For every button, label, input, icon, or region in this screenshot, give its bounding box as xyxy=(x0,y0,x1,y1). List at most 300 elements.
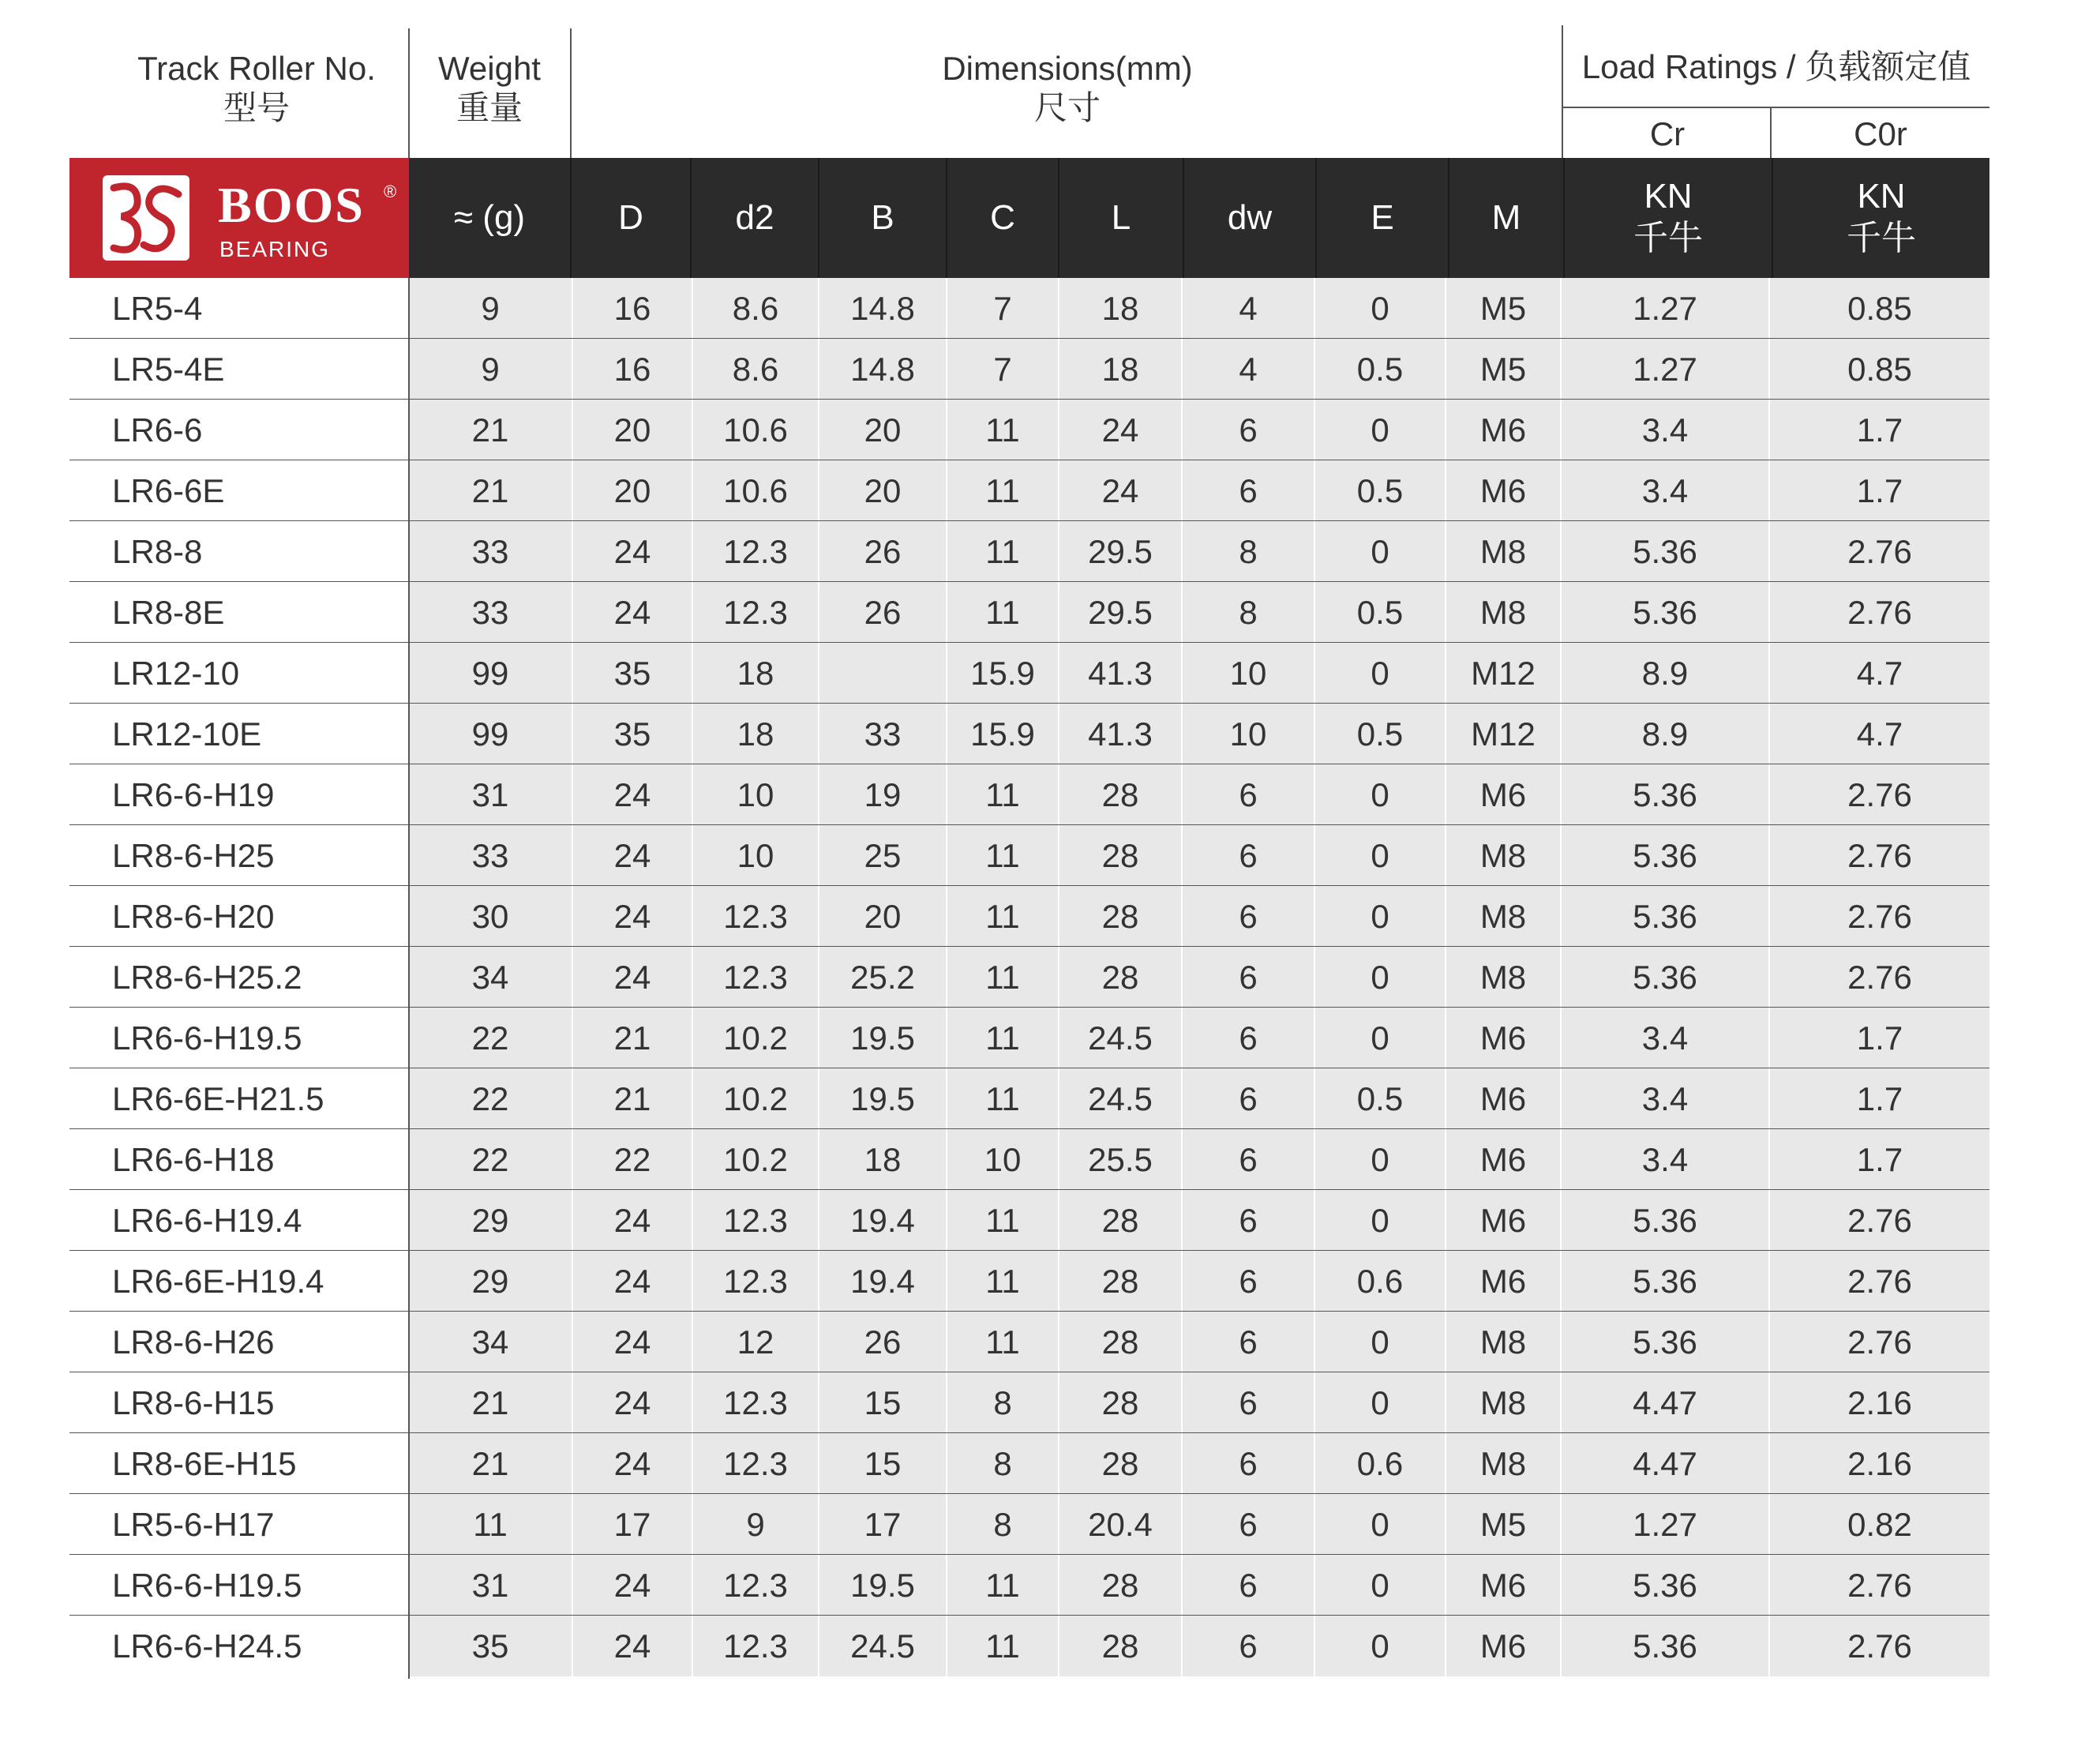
cell-d2: 12.3 xyxy=(692,1372,818,1433)
cell-model: LR6-6E xyxy=(69,460,409,521)
bs-logo-icon xyxy=(103,175,189,261)
cell-d2: 10 xyxy=(692,825,818,886)
cell-model: LR6-6-H19 xyxy=(69,764,409,825)
cell-weight: 22 xyxy=(409,1008,572,1068)
cell-m: M8 xyxy=(1445,582,1560,643)
cell-d2: 12.3 xyxy=(692,582,818,643)
cell-cor: 1.7 xyxy=(1768,1129,1989,1190)
cr-unit xyxy=(1565,158,1772,278)
cell-dw: 4 xyxy=(1181,339,1314,400)
load-ratings-header: Load Ratings / 负载额定值 xyxy=(1581,48,1971,85)
cell-model: LR6-6E-H21.5 xyxy=(69,1068,409,1129)
cell-l: 25.5 xyxy=(1058,1129,1181,1190)
cell-model: LR8-6E-H15 xyxy=(69,1433,409,1494)
cell-cr: 5.36 xyxy=(1560,1251,1768,1312)
cell-c: 10 xyxy=(946,1129,1058,1190)
cell-m: M12 xyxy=(1445,704,1560,764)
cell-weight: 9 xyxy=(409,278,572,339)
cell-cor: 2.16 xyxy=(1768,1372,1989,1433)
cell-d: 24 xyxy=(572,1616,692,1676)
cell-dw: 6 xyxy=(1181,1008,1314,1068)
cell-weight: 21 xyxy=(409,1372,572,1433)
cell-m: M6 xyxy=(1445,1190,1560,1251)
cell-c: 11 xyxy=(946,1616,1058,1676)
cell-dw: 6 xyxy=(1181,1616,1314,1676)
table-row xyxy=(69,1312,1989,1372)
cell-e: 0.5 xyxy=(1314,339,1445,400)
col-l: L xyxy=(1111,197,1131,237)
cell-dw: 8 xyxy=(1181,582,1314,643)
cell-cor: 2.76 xyxy=(1768,1555,1989,1616)
cell-cor: 2.76 xyxy=(1768,1190,1989,1251)
cell-cr: 5.36 xyxy=(1560,582,1768,643)
header-divider xyxy=(570,28,572,158)
cell-m: M8 xyxy=(1445,1312,1560,1372)
cell-m: M6 xyxy=(1445,460,1560,521)
header-divider xyxy=(408,28,410,158)
cell-m: M6 xyxy=(1445,1008,1560,1068)
cell-e: 0 xyxy=(1314,643,1445,704)
cell-d: 24 xyxy=(572,1312,692,1372)
cell-l: 41.3 xyxy=(1058,643,1181,704)
cell-e: 0 xyxy=(1314,1494,1445,1555)
cell-d2: 12.3 xyxy=(692,1555,818,1616)
cell-cr: 5.36 xyxy=(1560,1555,1768,1616)
cell-cr: 5.36 xyxy=(1560,1312,1768,1372)
cell-cor: 0.82 xyxy=(1768,1494,1989,1555)
cell-d2: 10.2 xyxy=(692,1129,818,1190)
cell-cr: 5.36 xyxy=(1560,764,1768,825)
cell-e: 0 xyxy=(1314,1372,1445,1433)
cell-d: 24 xyxy=(572,1372,692,1433)
cell-c: 8 xyxy=(946,1372,1058,1433)
cell-e: 0 xyxy=(1314,400,1445,460)
cell-e: 0.5 xyxy=(1314,460,1445,521)
table-row xyxy=(69,825,1989,886)
cell-cr: 5.36 xyxy=(1560,1616,1768,1676)
col-c: C xyxy=(990,197,1015,237)
cr-header: Cr xyxy=(1649,115,1686,152)
cell-d2: 12.3 xyxy=(692,886,818,947)
cell-c: 11 xyxy=(946,1068,1058,1129)
cell-c: 11 xyxy=(946,1312,1058,1372)
cell-dw: 6 xyxy=(1181,947,1314,1008)
table-row xyxy=(69,1555,1989,1616)
table-row xyxy=(69,1616,1989,1676)
cell-cor: 2.76 xyxy=(1768,947,1989,1008)
cell-dw: 6 xyxy=(1181,764,1314,825)
cell-d: 35 xyxy=(572,643,692,704)
cell-weight: 21 xyxy=(409,400,572,460)
cell-c: 8 xyxy=(946,1494,1058,1555)
cell-b: 26 xyxy=(818,1312,946,1372)
table-row xyxy=(69,460,1989,521)
cell-cor: 2.76 xyxy=(1768,825,1989,886)
cell-cor: 2.16 xyxy=(1768,1433,1989,1494)
cell-m: M6 xyxy=(1445,1251,1560,1312)
cell-d: 24 xyxy=(572,1190,692,1251)
cell-cr: 3.4 xyxy=(1560,1129,1768,1190)
weight-header-cn: 重量 xyxy=(456,89,523,127)
cell-d: 24 xyxy=(572,947,692,1008)
cell-c: 11 xyxy=(946,460,1058,521)
cell-weight: 31 xyxy=(409,764,572,825)
cell-cr: 5.36 xyxy=(1560,886,1768,947)
cell-d2: 10.2 xyxy=(692,1008,818,1068)
cell-b: 15 xyxy=(818,1433,946,1494)
cell-c: 11 xyxy=(946,764,1058,825)
cell-m: M5 xyxy=(1445,278,1560,339)
cell-d: 24 xyxy=(572,521,692,582)
cell-b: 14.8 xyxy=(818,278,946,339)
cell-e: 0.5 xyxy=(1314,704,1445,764)
cell-m: M8 xyxy=(1445,947,1560,1008)
cell-b: 25.2 xyxy=(818,947,946,1008)
cell-cr: 8.9 xyxy=(1560,643,1768,704)
cell-d2: 8.6 xyxy=(692,339,818,400)
header-divider xyxy=(1562,25,1563,158)
cell-m: M8 xyxy=(1445,1372,1560,1433)
cell-l: 18 xyxy=(1058,339,1181,400)
table-row xyxy=(69,582,1989,643)
cell-cr: 3.4 xyxy=(1560,400,1768,460)
model-column-divider xyxy=(408,278,410,1679)
cell-dw: 6 xyxy=(1181,1068,1314,1129)
cell-d: 24 xyxy=(572,1433,692,1494)
cell-weight: 34 xyxy=(409,1312,572,1372)
cell-d: 16 xyxy=(572,339,692,400)
cell-l: 41.3 xyxy=(1058,704,1181,764)
cell-d2: 9 xyxy=(692,1494,818,1555)
cell-c: 11 xyxy=(946,1555,1058,1616)
cell-e: 0 xyxy=(1314,1312,1445,1372)
cell-e: 0 xyxy=(1314,521,1445,582)
model-header-en: Track Roller No. xyxy=(137,50,376,87)
cell-cr: 5.36 xyxy=(1560,521,1768,582)
cell-weight: 29 xyxy=(409,1251,572,1312)
cell-b: 14.8 xyxy=(818,339,946,400)
cell-dw: 6 xyxy=(1181,460,1314,521)
dimensions-header-cn: 尺寸 xyxy=(1033,89,1101,127)
cell-model: LR5-4 xyxy=(69,278,409,339)
cell-weight: 11 xyxy=(409,1494,572,1555)
col-d: D xyxy=(618,197,643,237)
table-row xyxy=(69,947,1989,1008)
cell-cr: 5.36 xyxy=(1560,825,1768,886)
cell-e: 0 xyxy=(1314,1616,1445,1676)
cell-model: LR6-6-H18 xyxy=(69,1129,409,1190)
cell-l: 29.5 xyxy=(1058,521,1181,582)
cell-d: 35 xyxy=(572,704,692,764)
cell-d2: 8.6 xyxy=(692,278,818,339)
cell-cor: 2.76 xyxy=(1768,886,1989,947)
model-header-cn: 型号 xyxy=(223,89,290,127)
cell-l: 28 xyxy=(1058,1372,1181,1433)
table-row xyxy=(69,1494,1989,1555)
cell-l: 28 xyxy=(1058,1616,1181,1676)
cell-e: 0 xyxy=(1314,1008,1445,1068)
cell-l: 28 xyxy=(1058,1433,1181,1494)
cell-e: 0.6 xyxy=(1314,1251,1445,1312)
table-row xyxy=(69,1008,1989,1068)
cell-cor: 1.7 xyxy=(1768,1008,1989,1068)
table-row xyxy=(69,886,1989,947)
cell-c: 11 xyxy=(946,947,1058,1008)
table-row xyxy=(69,704,1989,764)
cell-dw: 6 xyxy=(1181,1555,1314,1616)
table-row xyxy=(69,400,1989,460)
brand-subtitle: BEARING xyxy=(219,237,331,261)
cell-model: LR6-6 xyxy=(69,400,409,460)
cell-dw: 6 xyxy=(1181,825,1314,886)
table-row xyxy=(69,1129,1989,1190)
weight-header-en: Weight xyxy=(438,50,541,87)
cell-weight: 34 xyxy=(409,947,572,1008)
cell-e: 0 xyxy=(1314,886,1445,947)
cell-cr: 1.27 xyxy=(1560,339,1768,400)
cell-m: M6 xyxy=(1445,1068,1560,1129)
cell-weight: 35 xyxy=(409,1616,572,1676)
cell-b: 25 xyxy=(818,825,946,886)
col-b: B xyxy=(871,197,894,237)
cell-cr: 3.4 xyxy=(1560,1068,1768,1129)
cell-m: M5 xyxy=(1445,339,1560,400)
cell-b: 17 xyxy=(818,1494,946,1555)
cell-b: 19.5 xyxy=(818,1008,946,1068)
cell-l: 24 xyxy=(1058,460,1181,521)
cell-cor: 0.85 xyxy=(1768,339,1989,400)
cell-d: 24 xyxy=(572,582,692,643)
weight-unit: ≈ (g) xyxy=(453,197,526,237)
cell-b: 19.4 xyxy=(818,1190,946,1251)
cell-weight: 31 xyxy=(409,1555,572,1616)
cell-m: M6 xyxy=(1445,1129,1560,1190)
cell-d2: 10 xyxy=(692,764,818,825)
cell-dw: 6 xyxy=(1181,1312,1314,1372)
cell-l: 28 xyxy=(1058,764,1181,825)
cell-c: 7 xyxy=(946,278,1058,339)
cell-d2: 10.2 xyxy=(692,1068,818,1129)
cell-b: 26 xyxy=(818,582,946,643)
cell-b: 20 xyxy=(818,400,946,460)
cor-header: C0r xyxy=(1854,115,1907,152)
cell-d: 16 xyxy=(572,278,692,339)
cell-weight: 29 xyxy=(409,1190,572,1251)
cell-c: 11 xyxy=(946,1190,1058,1251)
cell-d2: 10.6 xyxy=(692,400,818,460)
table-row xyxy=(69,1251,1989,1312)
cell-model: LR6-6-H19.5 xyxy=(69,1555,409,1616)
cell-l: 24 xyxy=(1058,400,1181,460)
cell-d: 21 xyxy=(572,1068,692,1129)
cell-model: LR8-8 xyxy=(69,521,409,582)
cell-weight: 33 xyxy=(409,521,572,582)
cell-weight: 21 xyxy=(409,1433,572,1494)
cell-d: 24 xyxy=(572,886,692,947)
table-row xyxy=(69,643,1989,704)
cell-cr: 1.27 xyxy=(1560,278,1768,339)
cell-l: 24.5 xyxy=(1058,1008,1181,1068)
cell-dw: 6 xyxy=(1181,1433,1314,1494)
cell-cor: 2.76 xyxy=(1768,521,1989,582)
cell-weight: 99 xyxy=(409,704,572,764)
cell-b: 19.4 xyxy=(818,1251,946,1312)
cell-dw: 10 xyxy=(1181,704,1314,764)
cell-b: 19.5 xyxy=(818,1555,946,1616)
cell-dw: 6 xyxy=(1181,1190,1314,1251)
cell-m: M6 xyxy=(1445,764,1560,825)
cell-cr: 4.47 xyxy=(1560,1433,1768,1494)
cell-d2: 10.6 xyxy=(692,460,818,521)
brand-name: BOOS xyxy=(218,177,365,233)
cr-unit-en: KN xyxy=(1644,177,1693,216)
cell-weight: 33 xyxy=(409,582,572,643)
cell-model: LR8-6-H25 xyxy=(69,825,409,886)
cell-d: 24 xyxy=(572,1555,692,1616)
cell-b xyxy=(818,643,946,704)
cell-l: 29.5 xyxy=(1058,582,1181,643)
cell-d2: 12.3 xyxy=(692,1190,818,1251)
cell-cor: 2.76 xyxy=(1768,1251,1989,1312)
cell-weight: 9 xyxy=(409,339,572,400)
cell-l: 28 xyxy=(1058,1251,1181,1312)
cell-e: 0.5 xyxy=(1314,1068,1445,1129)
cell-cor: 2.76 xyxy=(1768,764,1989,825)
cell-model: LR8-6-H25.2 xyxy=(69,947,409,1008)
cell-cor: 2.76 xyxy=(1768,582,1989,643)
cell-weight: 30 xyxy=(409,886,572,947)
cell-l: 20.4 xyxy=(1058,1494,1181,1555)
table-row xyxy=(69,764,1989,825)
cell-cor: 1.7 xyxy=(1768,400,1989,460)
cell-dw: 4 xyxy=(1181,278,1314,339)
cell-b: 26 xyxy=(818,521,946,582)
cell-l: 18 xyxy=(1058,278,1181,339)
cell-b: 15 xyxy=(818,1372,946,1433)
cell-e: 0 xyxy=(1314,947,1445,1008)
cell-model: LR8-8E xyxy=(69,582,409,643)
cell-d: 17 xyxy=(572,1494,692,1555)
cell-e: 0.6 xyxy=(1314,1433,1445,1494)
cell-d: 20 xyxy=(572,400,692,460)
cell-d: 24 xyxy=(572,825,692,886)
cell-b: 19.5 xyxy=(818,1068,946,1129)
cell-cor: 1.7 xyxy=(1768,460,1989,521)
cell-e: 0 xyxy=(1314,1129,1445,1190)
cell-cor: 2.76 xyxy=(1768,1616,1989,1676)
cell-cor: 2.76 xyxy=(1768,1312,1989,1372)
cell-d2: 18 xyxy=(692,643,818,704)
cell-d2: 12 xyxy=(692,1312,818,1372)
dimensions-header-en: Dimensions(mm) xyxy=(942,50,1193,87)
cell-l: 28 xyxy=(1058,886,1181,947)
cell-cor: 1.7 xyxy=(1768,1068,1989,1129)
cell-model: LR5-4E xyxy=(69,339,409,400)
cell-l: 28 xyxy=(1058,1190,1181,1251)
cell-cor: 0.85 xyxy=(1768,278,1989,339)
cell-model: LR6-6-H19.5 xyxy=(69,1008,409,1068)
cell-c: 11 xyxy=(946,582,1058,643)
cell-cr: 5.36 xyxy=(1560,1190,1768,1251)
cell-model: LR12-10E xyxy=(69,704,409,764)
weight-header xyxy=(411,49,568,129)
table-row xyxy=(69,521,1989,582)
cell-d: 21 xyxy=(572,1008,692,1068)
table-row xyxy=(69,1068,1989,1129)
cell-dw: 6 xyxy=(1181,1129,1314,1190)
cell-cr: 3.4 xyxy=(1560,460,1768,521)
cor-unit-en: KN xyxy=(1857,177,1906,216)
cell-weight: 22 xyxy=(409,1129,572,1190)
cell-m: M12 xyxy=(1445,643,1560,704)
cell-dw: 6 xyxy=(1181,1494,1314,1555)
cell-c: 11 xyxy=(946,521,1058,582)
cell-c: 8 xyxy=(946,1433,1058,1494)
cell-d2: 12.3 xyxy=(692,1616,818,1676)
cell-model: LR8-6-H26 xyxy=(69,1312,409,1372)
table-row xyxy=(69,339,1989,400)
header-divider xyxy=(1770,108,1772,158)
cell-m: M8 xyxy=(1445,886,1560,947)
cell-d2: 12.3 xyxy=(692,1251,818,1312)
cell-l: 28 xyxy=(1058,825,1181,886)
table-row xyxy=(69,1190,1989,1251)
cell-e: 0 xyxy=(1314,1190,1445,1251)
cell-c: 11 xyxy=(946,1251,1058,1312)
cell-c: 7 xyxy=(946,339,1058,400)
cell-l: 28 xyxy=(1058,947,1181,1008)
cell-cr: 5.36 xyxy=(1560,947,1768,1008)
cell-l: 24.5 xyxy=(1058,1068,1181,1129)
cell-model: LR8-6-H20 xyxy=(69,886,409,947)
cell-d2: 12.3 xyxy=(692,1433,818,1494)
dimensions-header xyxy=(572,49,1563,129)
cell-cr: 3.4 xyxy=(1560,1008,1768,1068)
cell-model: LR6-6-H24.5 xyxy=(69,1616,409,1676)
cell-cor: 4.7 xyxy=(1768,704,1989,764)
cell-model: LR8-6-H15 xyxy=(69,1372,409,1433)
cell-d: 20 xyxy=(572,460,692,521)
col-m: M xyxy=(1491,197,1521,237)
cell-model: LR6-6-H19.4 xyxy=(69,1190,409,1251)
cell-model: LR6-6E-H19.4 xyxy=(69,1251,409,1312)
cell-c: 11 xyxy=(946,886,1058,947)
cell-d2: 12.3 xyxy=(692,521,818,582)
cell-model: LR12-10 xyxy=(69,643,409,704)
cell-c: 15.9 xyxy=(946,704,1058,764)
cell-d: 24 xyxy=(572,1251,692,1312)
cell-e: 0.5 xyxy=(1314,582,1445,643)
cell-weight: 99 xyxy=(409,643,572,704)
cell-c: 11 xyxy=(946,1008,1058,1068)
cor-unit-cn: 千牛 xyxy=(1847,219,1916,257)
cell-weight: 33 xyxy=(409,825,572,886)
unit-band xyxy=(409,158,1989,278)
cell-l: 28 xyxy=(1058,1555,1181,1616)
cell-dw: 10 xyxy=(1181,643,1314,704)
registered-mark: ® xyxy=(384,182,397,201)
cell-b: 20 xyxy=(818,460,946,521)
cell-weight: 21 xyxy=(409,460,572,521)
cell-d: 22 xyxy=(572,1129,692,1190)
cell-m: M6 xyxy=(1445,1555,1560,1616)
cell-e: 0 xyxy=(1314,764,1445,825)
cell-dw: 6 xyxy=(1181,886,1314,947)
cell-dw: 6 xyxy=(1181,1251,1314,1312)
cell-m: M8 xyxy=(1445,1433,1560,1494)
cell-m: M6 xyxy=(1445,400,1560,460)
cor-unit xyxy=(1773,158,1989,278)
